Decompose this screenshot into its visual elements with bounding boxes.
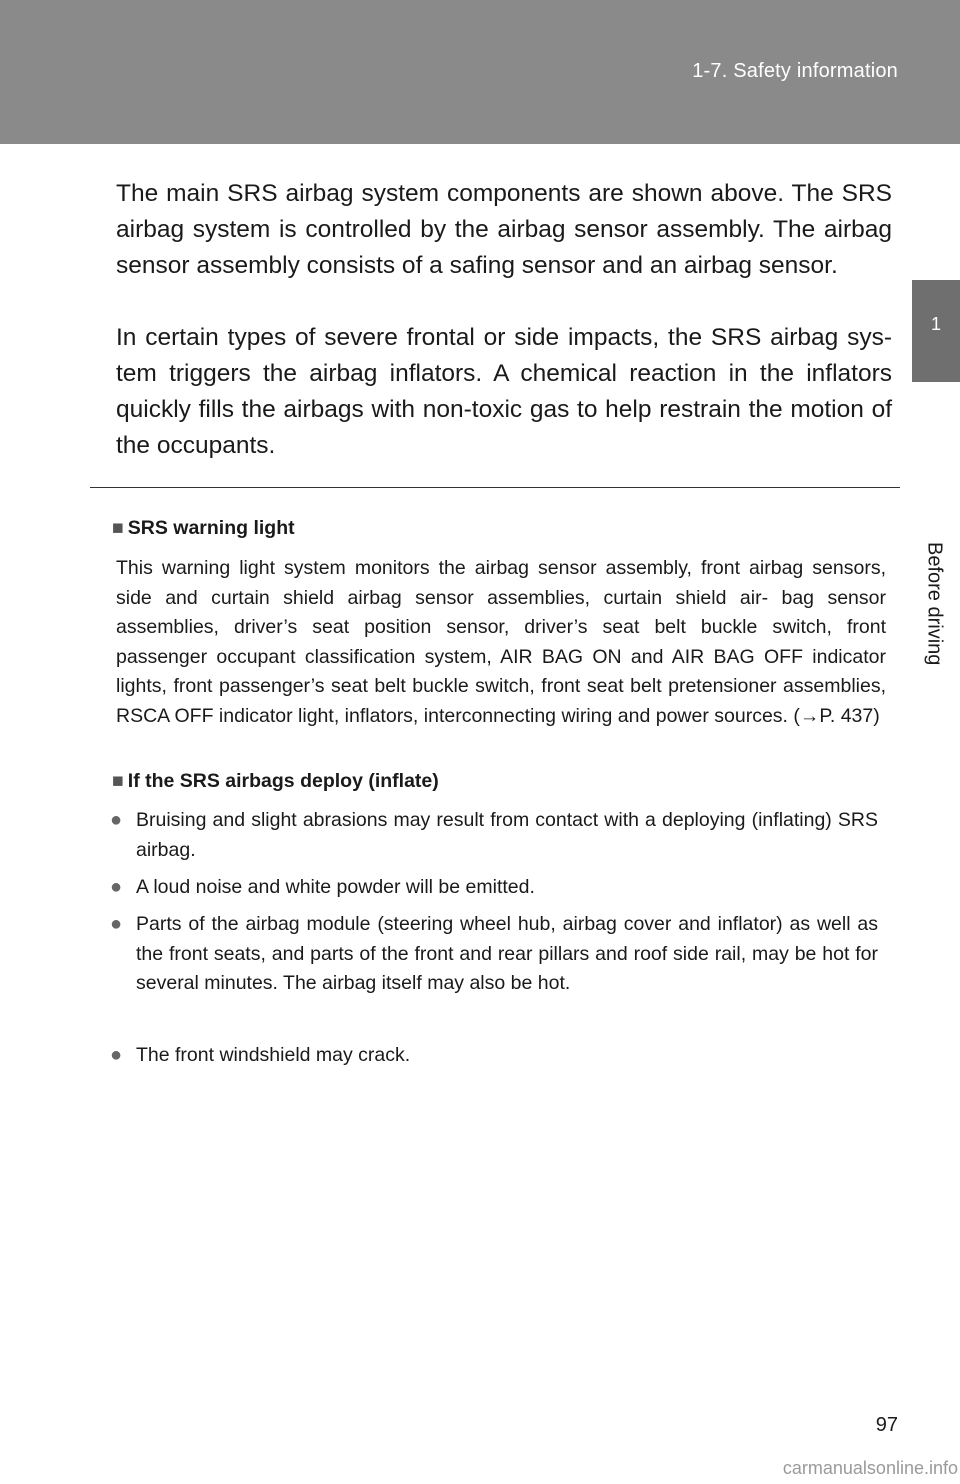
bullet-item (110, 806, 878, 865)
bullet-text: Bruising and slight abrasions may result from contact with a deploying (inflating) SRS airbag. (136, 809, 878, 861)
chapter-label-tab (912, 382, 960, 666)
bullet-item (110, 873, 878, 903)
bullet-item (110, 1041, 878, 1071)
chapter-label: Before driving (923, 542, 946, 666)
body-paragraph-1: The main SRS airbag system components are shown above. The SRS airbag system is controlled by the airbag sensor assembly. The airbag sensor assembly consists of a safing sensor and an airbag sensor. (116, 180, 892, 279)
bullet-dot-icon: ● (110, 1044, 123, 1066)
watermark: carmanualsonline.info (782, 1458, 958, 1478)
bullet-item (110, 910, 878, 999)
square-marker-icon: ■ (112, 770, 124, 792)
bullet-dot-icon: ● (110, 809, 123, 831)
body-paragraph-2: In certain types of severe frontal or side impacts, the SRS airbag sys- tem triggers the airbag inflators. A chemical reaction in the inflators quickly fills the airbags with non-toxic gas to help restrain the motion of the occupants. (116, 324, 892, 459)
chapter-number: 1 (930, 314, 941, 334)
note-heading-text: SRS warning light (127, 517, 295, 539)
note-text-warning-light: This warning light system monitors the airbag sensor assembly, front airbag sensors, side and curtain shield airbag sensor assemblies, curtain shield air- bag sensor assemblies, driver’s seat position sensor, driver’s seat belt buckle switch, front passenger occupant classification system, AIR BAG ON and AIR BAG OFF indicator lights, front passenger’s seat belt buckle switch, front seat belt pretensioner assemblies, RSCA OFF indicator light, inflators, interconnecting wiring and power sources. (→P. 437) (116, 557, 886, 727)
bullet-dot-icon: ● (110, 913, 123, 935)
bullet-text: Parts of the airbag module (steering wheel hub, airbag cover and inflator) as well as the front seats, and parts of the front and rear pillars and roof side rail, may be hot for several minutes. The airbag itself may also be hot. (136, 913, 878, 994)
bullet-text: The front windshield may crack. (136, 1044, 411, 1066)
note-heading-deploy (112, 770, 439, 793)
page-number: 97 (875, 1414, 898, 1436)
chapter-tab (912, 280, 960, 382)
square-marker-icon: ■ (112, 517, 124, 539)
note-heading-text: If the SRS airbags deploy (inflate) (127, 770, 439, 792)
bullet-text: A loud noise and white powder will be emitted. (136, 876, 535, 898)
section-divider (90, 487, 900, 488)
section-title: 1-7. Safety information (692, 60, 898, 82)
note-heading-warning-light (112, 517, 295, 540)
bullet-dot-icon: ● (110, 876, 123, 898)
